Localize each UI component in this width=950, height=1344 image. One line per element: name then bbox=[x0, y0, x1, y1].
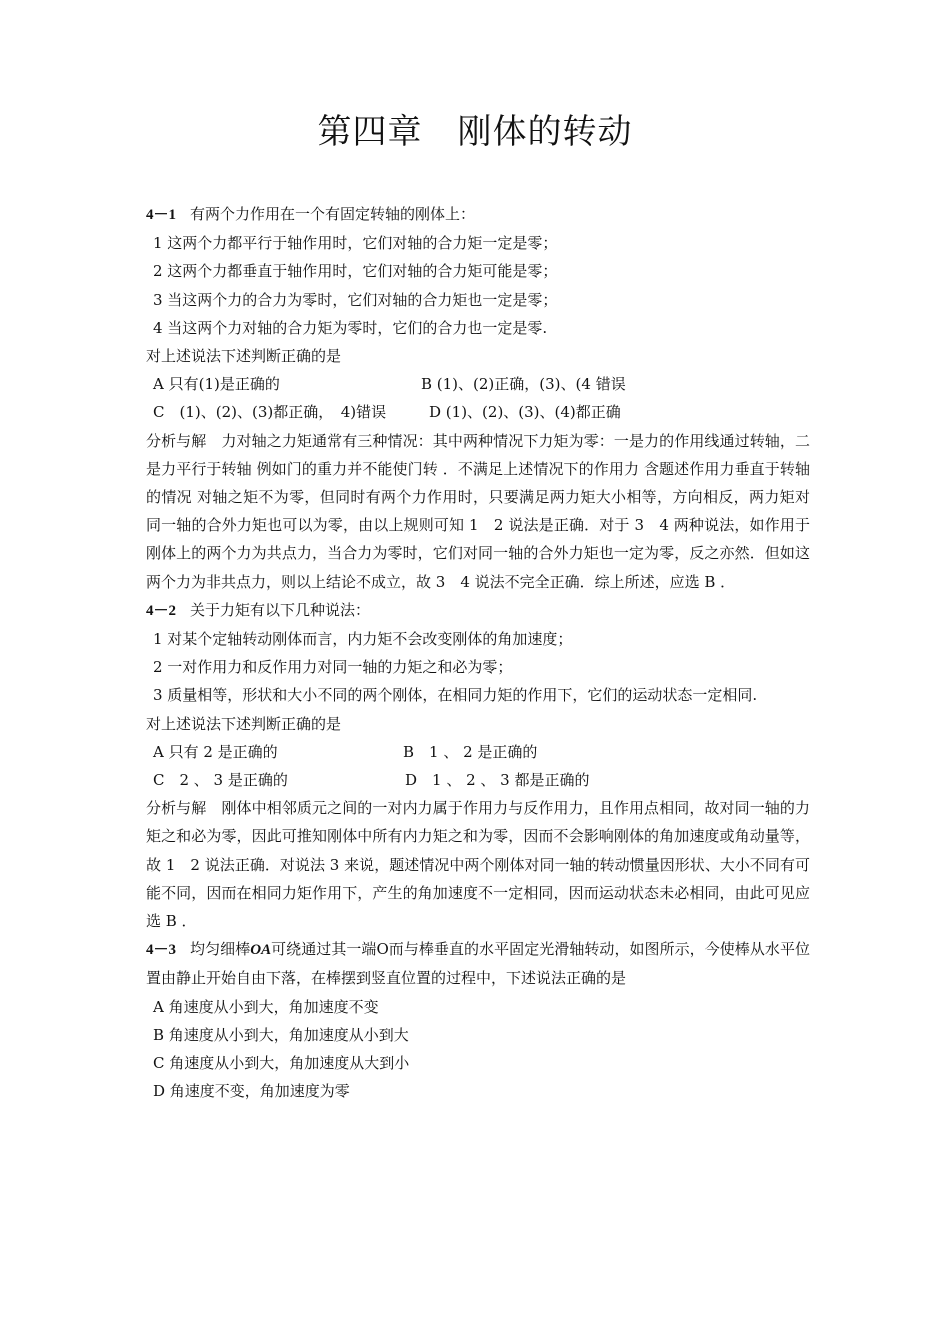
option-d: D (1)、(2)、(3)、(4)都正确 bbox=[429, 403, 621, 422]
statement-item: 3 质量相等，形状和大小不同的两个刚体，在相同力矩的作用下，它们的运动状态一定相同. bbox=[153, 686, 758, 705]
options-row bbox=[146, 766, 810, 794]
rod-label: OA bbox=[250, 942, 272, 959]
option-d: D 角速度不变，角加速度为零 bbox=[153, 1082, 350, 1101]
option-b: B (1)、(2)正确，(3)、(4 错误 bbox=[421, 375, 626, 394]
judgement-prompt: 对上述说法下述判断正确的是 bbox=[146, 714, 342, 733]
option-c: C 2 、 3 是正确的 bbox=[153, 771, 288, 790]
statement-item: 4 当这两个力对轴的合力矩为零时，它们的合力也一定是零. bbox=[153, 318, 548, 337]
option-a: A 角速度从小到大，角加速度不变 bbox=[153, 997, 379, 1016]
question-number: 4－2 bbox=[146, 602, 177, 619]
options-row bbox=[146, 370, 810, 398]
statement-item: 1 对某个定轴转动刚体而言，内力矩不会改变刚体的角加速度； bbox=[153, 630, 573, 649]
option-c: C (1)、(2)、(3)都正确， 4)错误 bbox=[153, 403, 387, 422]
option-d: D 1 、 2 、 3 都是正确的 bbox=[405, 771, 590, 790]
options-row bbox=[146, 398, 810, 426]
question-4-3-stem: 4－3 均匀细棒OA可绕通过其一端O而与棒垂直的水平固定光滑轴转动，如图所示，今使棒从水平位置由静止开始自由下落，在棒摆到竖直位置的过程中，下述说法正确的是 bbox=[146, 940, 810, 988]
document-body bbox=[146, 200, 810, 1106]
options-row bbox=[146, 738, 810, 766]
option-b: B 角速度从小到大，角加速度从小到大 bbox=[153, 1025, 409, 1044]
option-c: C 角速度从小到大，角加速度从大到小 bbox=[153, 1054, 410, 1073]
statement-item: 2 这两个力都垂直于轴作用时，它们对轴的合力矩可能是零； bbox=[153, 262, 558, 281]
statement-item: 3 当这两个力的合力为零时，它们对轴的合力矩也一定是零； bbox=[153, 290, 558, 309]
analysis-paragraph: 分析与解 刚体中相邻质元之间的一对内力属于作用力与反作用力，且作用点相同，故对同一轴的力矩之和必为零，因此可推知刚体中所有内力矩之和为零，因而不会影响刚体的角加速度或角动量等，故 1 2 说法正确．对说法 3 来说，题述情况中两个刚体对同一轴的转动惯量因形状、大小不同有可能不同，因而在相同力矩作用下，产生的角加速度不一定相同，因而运动状态未必相同，由此可见应选 B ． bbox=[146, 799, 810, 931]
statement-item: 2 一对作用力和反作用力对同一轴的力矩之和必为零； bbox=[153, 658, 513, 677]
option-a: A 只有 2 是正确的 bbox=[153, 742, 278, 761]
question-number: 4－1 bbox=[146, 207, 177, 223]
question-4-1-stem: 4－1 有两个力作用在一个有固定转轴的刚体上： bbox=[146, 205, 476, 223]
option-b: B 1 、 2 是正确的 bbox=[403, 742, 538, 761]
question-4-2-stem: 4－2 关于力矩有以下几种说法： bbox=[146, 600, 371, 619]
option-a: A 只有(1)是正确的 bbox=[153, 375, 280, 394]
analysis-paragraph: 分析与解 力对轴之力矩通常有三种情况：其中两种情况下力矩为零：一是力的作用线通过转轴，二是力平行于转轴 例如门的重力并不能使门转 ．不满足上述情况下的作用力 含题述作用力垂直于转轴的情况 对轴之矩不为零，但同时有两个力作用时，只要满足两力矩大小相等，方向相反，两力矩对同一轴的合外力矩也可以为零，由以上规则可知 1 2 说法是正确．对于 3 4 两种说法，如作用于刚体上的两个力为共点力，当合力为零时，它们对同一轴的合外力矩也一定为零，反之亦然．但如这两个力为非共点力，则以上结论不成立，故 3 4 说法不完全正确．综上所述，应选 B ． bbox=[146, 431, 810, 591]
judgement-prompt: 对上述说法下述判断正确的是 bbox=[146, 347, 342, 366]
page-title: 第四章 刚体的转动 bbox=[317, 112, 633, 152]
statement-item: 1 这两个力都平行于轴作用时，它们对轴的合力矩一定是零； bbox=[153, 234, 558, 253]
question-number: 4－3 bbox=[146, 942, 177, 959]
